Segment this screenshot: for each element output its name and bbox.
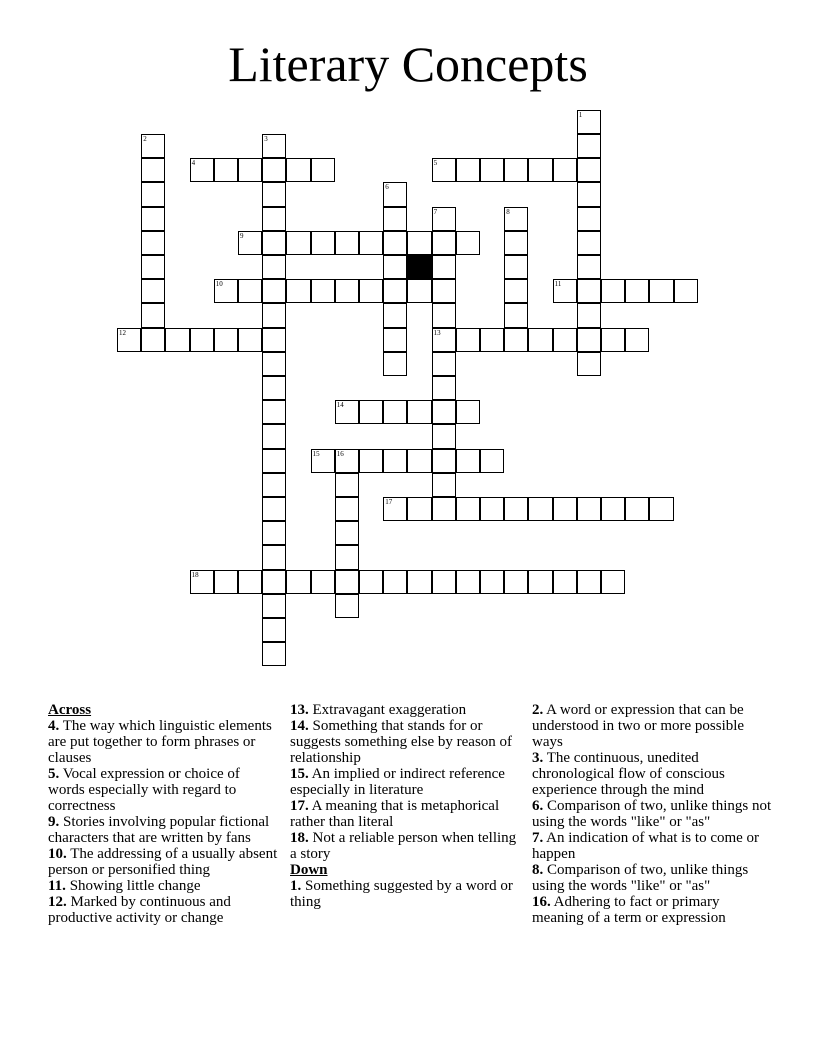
clue-text: Stories involving popular fictional characters that are written by fans [48, 814, 270, 846]
clue-number: 18. [290, 830, 309, 846]
cell-number: 9 [240, 231, 244, 240]
grid-cell[interactable] [601, 279, 625, 303]
clue-item [290, 878, 522, 910]
grid-cell[interactable] [577, 182, 601, 206]
grid-cell[interactable] [383, 255, 407, 279]
grid-cell[interactable] [432, 279, 456, 303]
grid-cell[interactable] [286, 158, 310, 182]
grid-cell[interactable] [383, 279, 407, 303]
clue-number: 9. [48, 814, 60, 830]
cell-number: 8 [506, 207, 510, 216]
grid-cell[interactable] [262, 279, 286, 303]
grid-cell[interactable] [311, 231, 335, 255]
grid-cell[interactable] [214, 158, 238, 182]
grid-cell[interactable] [601, 570, 625, 594]
grid-cell[interactable] [262, 328, 286, 352]
grid-cell[interactable] [432, 255, 456, 279]
cell-number: 18 [191, 570, 199, 579]
grid-cell[interactable] [432, 570, 456, 594]
grid-cell[interactable] [601, 497, 625, 521]
clue-number: 12. [48, 894, 67, 910]
clue-number: 4. [48, 718, 60, 734]
clue-number: 14. [290, 718, 309, 734]
grid-cell[interactable] [311, 158, 335, 182]
grid-cell[interactable] [262, 642, 286, 666]
grid-cell[interactable] [359, 449, 383, 473]
grid-cell[interactable] [262, 473, 286, 497]
cell-number: 11 [554, 280, 562, 289]
cell-number: 3 [264, 135, 268, 143]
grid-cell[interactable] [504, 279, 528, 303]
grid-cell[interactable] [383, 449, 407, 473]
grid-cell[interactable] [262, 182, 286, 206]
grid-cell[interactable] [480, 158, 504, 182]
grid-cell[interactable] [238, 279, 262, 303]
clue-column-3 [532, 702, 772, 926]
grid-cell[interactable] [432, 352, 456, 376]
grid-cell[interactable] [577, 279, 601, 303]
grid-cell[interactable] [432, 449, 456, 473]
grid-cell[interactable] [577, 207, 601, 231]
clue-number: 13. [290, 702, 309, 718]
cell-number: 10 [215, 280, 223, 289]
grid-cell[interactable] [577, 255, 601, 279]
cell-number: 12 [119, 328, 126, 337]
grid-cell[interactable] [311, 279, 335, 303]
clue-number: 17. [290, 798, 309, 814]
puzzle-title: Literary Concepts [228, 36, 588, 92]
clue-number: 10. [48, 846, 67, 862]
grid-cell[interactable] [238, 158, 262, 182]
grid-cell[interactable] [141, 134, 165, 158]
grid-cell[interactable] [383, 352, 407, 376]
grid-cell[interactable] [577, 231, 601, 255]
grid-cell[interactable] [141, 207, 165, 231]
clue-number: 3. [532, 750, 544, 766]
grid-cell[interactable] [262, 400, 286, 424]
clue-text: An indication of what is to come or happen [532, 830, 760, 862]
clue-text: Marked by continuous and productive activity or change [48, 894, 231, 926]
grid-cell[interactable] [262, 376, 286, 400]
grid-cell[interactable] [456, 400, 480, 424]
clue-text: Extravagant exaggeration [308, 702, 467, 718]
grid-cell[interactable] [359, 279, 383, 303]
clue-item [532, 750, 772, 798]
grid-cell[interactable] [383, 497, 407, 521]
grid-cell[interactable] [383, 207, 407, 231]
grid-cell[interactable] [214, 279, 238, 303]
grid-cell[interactable] [504, 255, 528, 279]
grid-cell[interactable] [577, 570, 601, 594]
grid-cell[interactable] [407, 400, 431, 424]
grid-cell[interactable] [359, 231, 383, 255]
grid-cell[interactable] [383, 182, 407, 206]
grid-cell[interactable] [262, 449, 286, 473]
grid-cell[interactable] [190, 328, 214, 352]
grid-cell[interactable] [432, 328, 456, 352]
clue-item [48, 718, 280, 766]
grid-cell[interactable] [335, 570, 359, 594]
clue-item [532, 862, 772, 894]
grid-cell[interactable] [407, 279, 431, 303]
cell-number: 17 [385, 498, 393, 506]
grid-cell[interactable] [504, 303, 528, 327]
grid-cell[interactable] [190, 570, 214, 594]
clue-number: 2. [532, 702, 544, 718]
cell-number: 1 [578, 110, 583, 119]
clue-list-col2-down [290, 878, 522, 910]
grid-cell[interactable] [238, 231, 262, 255]
grid-cell[interactable] [456, 231, 480, 255]
grid-cell[interactable] [528, 497, 552, 521]
grid-cell[interactable] [577, 303, 601, 327]
grid-cell[interactable] [311, 449, 335, 473]
clue-column-1 [48, 702, 280, 926]
grid-cell[interactable] [407, 231, 431, 255]
grid-cell[interactable] [286, 279, 310, 303]
clue-text: An implied or indirect reference especially in literature [290, 766, 505, 798]
clue-item [48, 814, 280, 846]
grid-cell[interactable] [432, 376, 456, 400]
cell-number: 2 [143, 135, 147, 143]
grid-cell[interactable] [359, 400, 383, 424]
clue-item [290, 830, 522, 862]
grid-cell[interactable] [625, 328, 649, 352]
clue-number: 15. [290, 766, 309, 782]
grid-cell[interactable] [553, 328, 577, 352]
clue-item [290, 718, 522, 766]
grid-cell[interactable] [190, 158, 214, 182]
grid-cell[interactable] [141, 303, 165, 327]
grid-cell[interactable] [407, 449, 431, 473]
clue-column-2 [290, 702, 522, 910]
grid-cell[interactable] [141, 279, 165, 303]
cell-number: 4 [191, 159, 196, 168]
grid-cell[interactable] [335, 279, 359, 303]
across-heading: Across [48, 702, 92, 718]
grid-cell[interactable] [504, 158, 528, 182]
clue-item [48, 878, 280, 894]
grid-cell[interactable] [674, 279, 698, 303]
grid-cell[interactable] [262, 497, 286, 521]
clue-text: Showing little change [65, 878, 201, 894]
grid-cell[interactable] [577, 110, 601, 134]
grid-cell[interactable] [262, 570, 286, 594]
grid-cell[interactable] [141, 158, 165, 182]
cell-number: 6 [385, 183, 389, 192]
grid-cell[interactable] [383, 328, 407, 352]
grid-cell[interactable] [262, 424, 286, 448]
grid-cell[interactable] [359, 570, 383, 594]
grid-cell[interactable] [262, 231, 286, 255]
clue-number: 8. [532, 862, 544, 878]
grid-cell[interactable] [335, 497, 359, 521]
grid-cell[interactable] [335, 545, 359, 569]
grid-cell[interactable] [553, 279, 577, 303]
grid-cell[interactable] [577, 158, 601, 182]
clue-number: 16. [532, 894, 551, 910]
grid-cell[interactable] [262, 618, 286, 642]
grid-cell[interactable] [504, 570, 528, 594]
grid-cell[interactable] [286, 570, 310, 594]
grid-cell[interactable] [165, 328, 189, 352]
grid-cell[interactable] [649, 279, 673, 303]
grid-cell[interactable] [504, 231, 528, 255]
grid-cell[interactable] [456, 497, 480, 521]
cell-number: 5 [433, 159, 438, 168]
grid-cell[interactable] [214, 570, 238, 594]
grid-cell[interactable] [238, 570, 262, 594]
grid-cell[interactable] [262, 207, 286, 231]
clue-list-col2-across [290, 702, 522, 862]
grid-cell[interactable] [141, 182, 165, 206]
clue-item [532, 702, 772, 750]
clue-item [48, 846, 280, 878]
grid-cell[interactable] [262, 545, 286, 569]
grid-cell[interactable] [504, 207, 528, 231]
grid-cell[interactable] [577, 134, 601, 158]
clue-text: Comparison of two, unlike things not using the words "like" or "as" [532, 798, 772, 830]
grid-cell[interactable] [456, 328, 480, 352]
grid-cell[interactable] [480, 497, 504, 521]
grid-cell[interactable] [383, 303, 407, 327]
clue-number: 6. [532, 798, 544, 814]
clue-item [532, 894, 772, 926]
grid-cell[interactable] [335, 594, 359, 618]
grid-cell[interactable] [625, 279, 649, 303]
grid-cell[interactable] [262, 158, 286, 182]
clue-number: 5. [48, 766, 60, 782]
grid-cell[interactable] [432, 497, 456, 521]
grid-cell[interactable] [649, 497, 673, 521]
clue-list-col1 [48, 718, 280, 926]
grid-cell[interactable] [577, 328, 601, 352]
clue-item [532, 830, 772, 862]
grid-cell[interactable] [432, 207, 456, 231]
clue-text: Not a reliable person when telling a story [290, 830, 517, 862]
grid-cell[interactable] [432, 424, 456, 448]
grid-cell[interactable] [238, 328, 262, 352]
grid-cell[interactable] [383, 400, 407, 424]
grid-cell[interactable] [432, 231, 456, 255]
clue-text: The continuous, unedited chronological flow of conscious experience through the mind [532, 750, 725, 798]
cell-number: 13 [433, 328, 441, 337]
grid-cell[interactable] [335, 400, 359, 424]
grid-cell[interactable] [504, 497, 528, 521]
grid-cell[interactable] [141, 255, 165, 279]
clue-item [532, 798, 772, 830]
clue-text: Vocal expression or choice of words especially with regard to correctness [48, 766, 240, 814]
clue-text: The way which linguistic elements are put together to form phrases or clauses [48, 718, 272, 766]
down-heading: Down [290, 862, 328, 878]
clue-text: The addressing of a usually absent person or personified thing [48, 846, 278, 878]
grid-cell[interactable] [480, 449, 504, 473]
clue-text: Something that stands for or suggests something else by reason of relationship [290, 718, 513, 766]
grid-cell[interactable] [456, 570, 480, 594]
grid-cell[interactable] [456, 449, 480, 473]
cell-number: 16 [336, 449, 344, 458]
grid-cell[interactable] [407, 497, 431, 521]
cell-number: 15 [312, 449, 320, 458]
grid-cell[interactable] [456, 158, 480, 182]
clue-text: A word or expression that can be understood in two or more possible ways [532, 702, 745, 750]
grid-cell[interactable] [262, 521, 286, 545]
grid-cell[interactable] [383, 570, 407, 594]
grid-cell[interactable] [577, 352, 601, 376]
grid-cell[interactable] [262, 594, 286, 618]
clue-text: A meaning that is metaphorical rather than literal [290, 798, 500, 830]
grid-cell[interactable] [577, 497, 601, 521]
grid-cell[interactable] [553, 570, 577, 594]
grid-cell[interactable] [117, 328, 141, 352]
clue-number: 7. [532, 830, 544, 846]
grid-cell[interactable] [432, 473, 456, 497]
clue-text: Something suggested by a word or thing [290, 878, 513, 910]
grid-cell[interactable] [504, 328, 528, 352]
clue-text: Adhering to fact or primary meaning of a term or expression [532, 894, 726, 926]
grid-cell[interactable] [335, 449, 359, 473]
grid-cell[interactable] [262, 303, 286, 327]
grid-cell[interactable] [601, 328, 625, 352]
clue-number: 11. [48, 878, 66, 894]
black-cell [407, 255, 431, 279]
grid-cell[interactable] [335, 521, 359, 545]
grid-cell[interactable] [286, 231, 310, 255]
clue-item [290, 766, 522, 798]
clue-item [290, 702, 522, 718]
clue-list-col3 [532, 702, 772, 926]
grid-cell[interactable] [407, 570, 431, 594]
cell-number: 7 [433, 207, 438, 216]
clue-item [48, 894, 280, 926]
grid-cell[interactable] [335, 473, 359, 497]
grid-cell[interactable] [335, 231, 359, 255]
grid-cell[interactable] [625, 497, 649, 521]
grid-cell[interactable] [432, 303, 456, 327]
grid-cell[interactable] [480, 570, 504, 594]
grid-cell[interactable] [528, 158, 552, 182]
grid-cell[interactable] [311, 570, 335, 594]
clue-item [290, 798, 522, 830]
grid-cell[interactable] [214, 328, 238, 352]
grid-cell[interactable] [553, 158, 577, 182]
grid-cell[interactable] [553, 497, 577, 521]
grid-cell[interactable] [262, 134, 286, 158]
grid-cell[interactable] [262, 255, 286, 279]
grid-cell[interactable] [262, 352, 286, 376]
clue-number: 1. [290, 878, 302, 894]
grid-cell[interactable] [480, 328, 504, 352]
grid-cell[interactable] [528, 328, 552, 352]
grid-cell[interactable] [528, 570, 552, 594]
grid-cell[interactable] [141, 328, 165, 352]
grid-cell[interactable] [383, 231, 407, 255]
clue-item [48, 766, 280, 814]
grid-cell[interactable] [432, 400, 456, 424]
cell-number: 14 [336, 401, 344, 410]
clue-text: Comparison of two, unlike things using the words "like" or "as" [532, 862, 749, 894]
grid-cell[interactable] [432, 158, 456, 182]
grid-cell[interactable] [141, 231, 165, 255]
